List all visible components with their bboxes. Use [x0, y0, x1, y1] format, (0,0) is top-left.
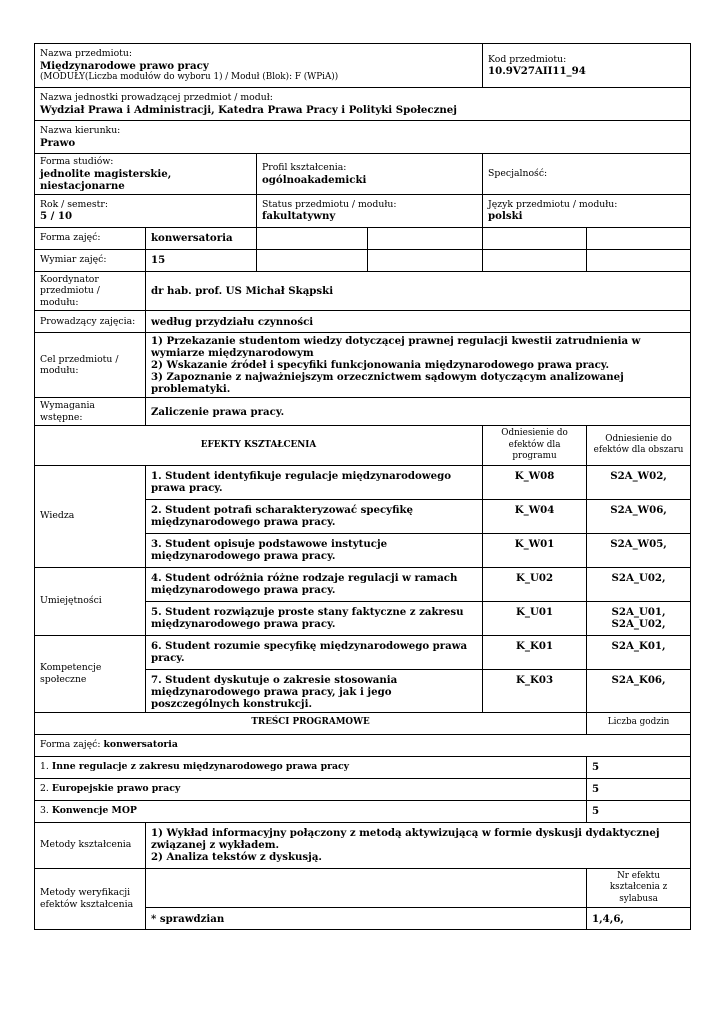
hours-label: Wymiar zajęć: [35, 249, 146, 271]
outcome-program-ref: K_K01 [483, 635, 587, 669]
specialization-cell [483, 154, 691, 195]
content-form-value: konwersatoria [103, 739, 178, 750]
field-cell [35, 121, 691, 154]
outcome-program-ref: K_W04 [483, 499, 587, 533]
empty-cell [483, 227, 587, 249]
topic-hours: 5 [587, 800, 691, 822]
program-ref-header: Odniesienie do efektów dla programu [483, 426, 587, 466]
outcome-area-ref: S2A_U02, [587, 567, 691, 601]
subject-cell [35, 44, 483, 88]
goal-line: 3) Zapoznanie z najważniejszym orzecznictwem sądowym dotyczącym analizowanej problematyki. [151, 371, 624, 395]
outcome-text: 6. Student rozumie specyfikę międzynarodowego prawa pracy. [146, 635, 483, 669]
subject-name: Międzynarodowe prawo pracy [40, 59, 209, 72]
year-cell [35, 194, 257, 227]
topic-number: 2. [40, 783, 49, 794]
outcome-program-ref: K_K03 [483, 669, 587, 712]
topic-title: Inne regulacje z zakresu międzynarodowego prawa pracy [51, 761, 350, 772]
teachers-label: Prowadzący zajęcia: [35, 311, 146, 333]
area-ref-header: Odniesienie do efektów dla obszaru [587, 426, 691, 466]
outcome-group-knowledge: Wiedza [35, 465, 146, 567]
year-value: 5 / 10 [40, 210, 73, 223]
topic-row [35, 778, 587, 800]
outcome-area-ref: S2A_W05, [587, 533, 691, 567]
content-header: TREŚCI PROGRAMOWE [35, 712, 587, 734]
field-value: Prawo [40, 136, 76, 149]
verification-method: * sprawdzian [146, 908, 587, 930]
outcomes-header: EFEKTY KSZTAŁCENIA [35, 426, 483, 466]
verification-ref-header: Nr efektu kształcenia z sylabusa [587, 868, 691, 908]
unit-label: Nazwa jednostki prowadzącej przedmiot / moduł: [40, 92, 273, 104]
outcome-area-ref: S2A_W02, [587, 465, 691, 499]
verification-refs: 1,4,6, [587, 908, 691, 930]
topic-title: Europejskie prawo pracy [51, 783, 181, 794]
outcome-program-ref: K_W08 [483, 465, 587, 499]
teachers-value: według przydziału czynności [146, 311, 691, 333]
profile-value: ogólnoakademicki [262, 173, 367, 186]
study-form-value: jednolite magisterskie, niestacjonarne [40, 167, 172, 192]
empty-cell [587, 227, 691, 249]
outcome-program-ref: K_U02 [483, 567, 587, 601]
topic-number: 1. [40, 761, 49, 772]
empty-cell [587, 249, 691, 271]
empty-cell [368, 249, 483, 271]
language-value: polski [488, 210, 523, 223]
empty-cell [368, 227, 483, 249]
classes-value: konwersatoria [146, 227, 257, 249]
subject-label: Nazwa przedmiotu: [40, 48, 133, 59]
outcome-program-ref: K_W01 [483, 533, 587, 567]
outcome-area-ref: S2A_K01, [587, 635, 691, 669]
topic-title: Konwencje MOP [51, 805, 137, 816]
empty-cell [257, 227, 368, 249]
status-cell [257, 194, 483, 227]
study-form-cell [35, 154, 257, 195]
outcome-program-ref: K_U01 [483, 601, 587, 635]
outcome-text: 4. Student odróżnia różne rodzaje regulacji w ramach międzynarodowego prawa pracy. [146, 567, 483, 601]
syllabus-table [34, 43, 691, 930]
outcome-area-ref: S2A_W06, [587, 499, 691, 533]
content-form-cell [35, 734, 691, 756]
content-form-label: Forma zajęć: [40, 739, 101, 750]
goal-label: Cel przedmiotu / modułu: [35, 333, 146, 398]
teaching-methods-value [146, 822, 691, 868]
outcome-text: 2. Student potrafi scharakteryzować specyfikę międzynarodowego prawa pracy. [146, 499, 483, 533]
code-value: 10.9V27AII11_94 [488, 65, 586, 78]
classes-label: Forma zajęć: [35, 227, 146, 249]
topic-number: 3. [40, 805, 49, 816]
hours-header: Liczba godzin [587, 712, 691, 734]
goal-line: 1) Przekazanie studentom wiedzy dotyczącej prawnej regulacji kwestii zatrudnienia w wymiarze międzynarodowym [151, 335, 641, 359]
outcome-text: 5. Student rozwiązuje proste stany faktyczne z zakresu międzynarodowego prawa pracy. [146, 601, 483, 635]
prereq-value: Zaliczenie prawa pracy. [146, 398, 691, 426]
outcome-text: 7. Student dyskutuje o zakresie stosowania międzynarodowego prawa pracy, jak i jego poszczególnych konstrukcji. [146, 669, 483, 712]
teaching-methods-label: Metody kształcenia [35, 822, 146, 868]
profile-label: Profil kształcenia: [262, 162, 347, 173]
outcome-area-ref: S2A_U01, S2A_U02, [587, 601, 691, 635]
topic-hours: 5 [587, 778, 691, 800]
outcome-text: 1. Student identyfikuje regulacje międzynarodowego prawa pracy. [146, 465, 483, 499]
language-cell [483, 194, 691, 227]
outcome-group-social: Kompetencje społeczne [35, 635, 146, 712]
outcome-text: 3. Student opisuje podstawowe instytucje międzynarodowego prawa pracy. [146, 533, 483, 567]
code-cell [483, 44, 691, 88]
hours-value: 15 [146, 249, 257, 271]
status-label: Status przedmiotu / modułu: [262, 198, 397, 210]
prereq-label: Wymagania wstępne: [35, 398, 146, 426]
field-label: Nazwa kierunku: [40, 125, 121, 137]
topic-row [35, 800, 587, 822]
coordinator-value: dr hab. prof. US Michał Skąpski [146, 271, 691, 311]
specialization-label: Specjalność: [488, 168, 548, 179]
goal-value [146, 333, 691, 398]
teaching-method-line: 1) Wykład informacyjny połączony z metodą aktywizującą w formie dyskusji dydaktycznej związanej z wykładem. [151, 826, 660, 851]
profile-cell [257, 154, 483, 195]
outcome-group-skills: Umiejętności [35, 567, 146, 635]
topic-hours: 5 [587, 756, 691, 778]
status-value: fakultatywny [262, 210, 336, 223]
study-form-label: Forma studiów: [40, 156, 114, 167]
coordinator-label: Koordynator przedmiotu / modułu: [35, 271, 146, 311]
outcome-area-ref: S2A_K06, [587, 669, 691, 712]
teaching-method-line: 2) Analiza tekstów z dyskusją. [151, 850, 322, 863]
unit-value: Wydział Prawa i Administracji, Katedra Prawa Pracy i Polityki Społecznej [40, 103, 457, 116]
code-label: Kod przedmiotu: [488, 53, 567, 65]
verification-label: Metody weryfikacji efektów kształcenia [35, 868, 146, 930]
year-label: Rok / semestr: [40, 198, 108, 210]
subject-module: (MODUŁY(Liczba modułów do wyboru 1) / Moduł (Blok): F (WPiA)) [40, 71, 339, 82]
goal-line: 2) Wskazanie źródeł i specyfiki funkcjonowania międzynarodowego prawa pracy. [151, 359, 610, 371]
unit-cell [35, 88, 691, 121]
topic-row [35, 756, 587, 778]
empty-cell [483, 249, 587, 271]
empty-cell [257, 249, 368, 271]
empty-cell [146, 868, 587, 908]
language-label: Język przedmiotu / modułu: [488, 198, 618, 210]
